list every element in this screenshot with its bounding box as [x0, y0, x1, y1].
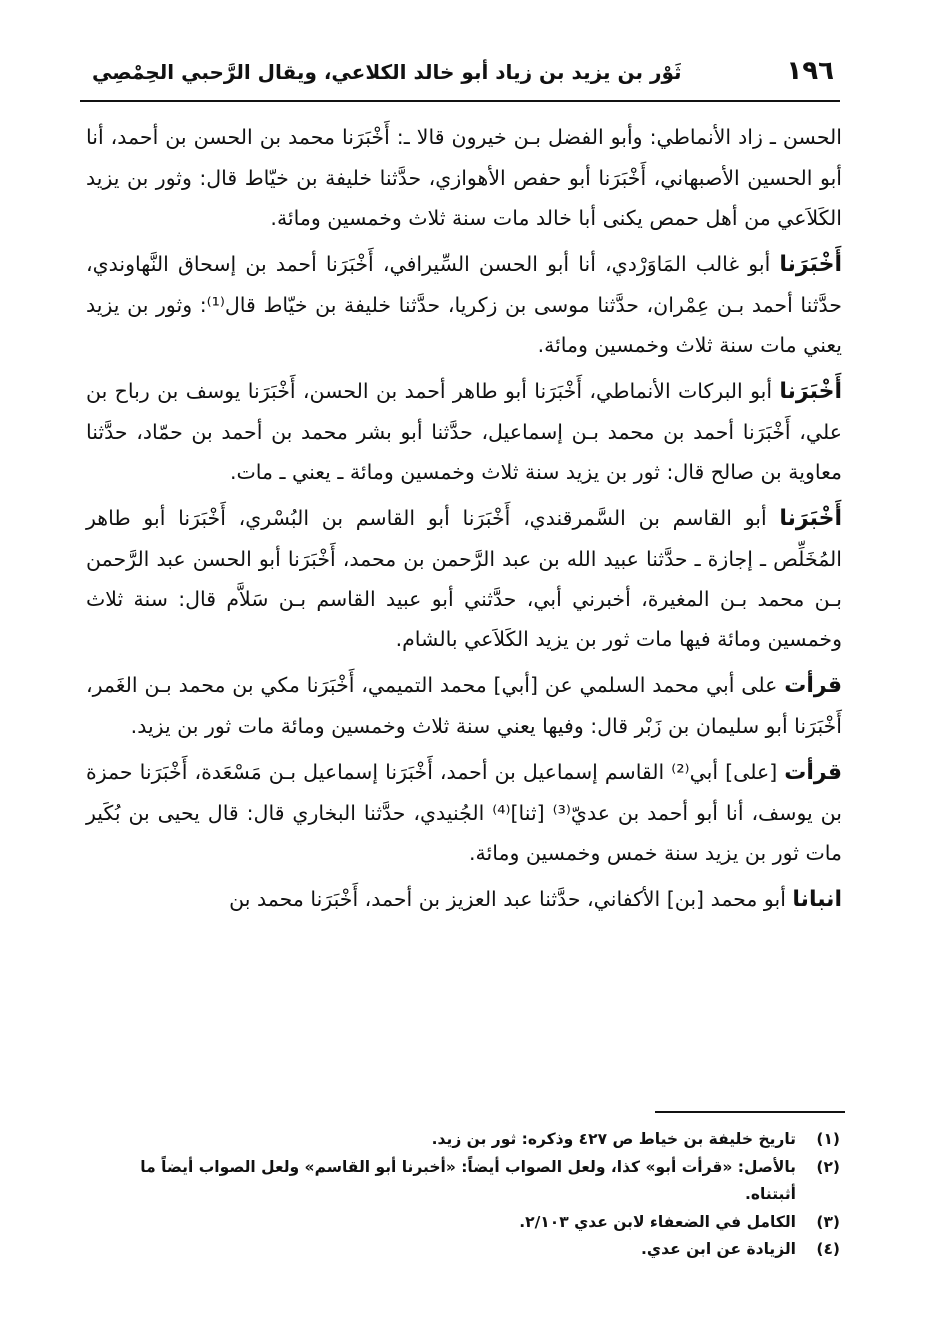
footnote-divider	[655, 1111, 845, 1113]
footnote	[120, 1126, 840, 1154]
footnote-number: (٤)	[816, 1240, 840, 1258]
footnote-number: (١)	[816, 1130, 840, 1148]
paragraph-lead: أَخْبَرَنا	[779, 252, 842, 277]
footnote-text: بالأصل: «قرأت أبو» كذا، ولعل الصواب أيضاً: «أخبرنا أبو القاسم» ولعل الصواب أيضاً ما أثبتناه.	[140, 1157, 796, 1203]
paragraph-lead: قرأت	[784, 673, 842, 698]
footnote-number: (٣)	[816, 1212, 840, 1231]
main-text	[86, 117, 842, 926]
footnote-text: الزيادة عن ابن عدي.	[641, 1240, 796, 1258]
paragraph-text: على أبي محمد السلمي عن [أبي] محمد التميمي، أَخْبَرَنا مكي بن محمد بـن الغَمر، أَخْبَرَنا أبو سليمان بن زَبْر قال: وفيها يعني سنة ثلاث وخمسين ومائة مات ثور بن يزيد.	[86, 673, 842, 738]
paragraph-lead: قرأت	[784, 760, 842, 785]
paragraph	[86, 665, 842, 746]
paragraph	[86, 117, 842, 238]
footnote-text: تاريخ خليفة بن خياط ص ٤٢٧ وذكره: ثور بن زيد.	[431, 1130, 796, 1148]
page-number: ١٩٦	[786, 56, 834, 86]
header-divider	[80, 100, 840, 102]
footnote	[120, 1154, 840, 1209]
paragraph	[86, 498, 842, 659]
paragraph-lead: انبانا	[792, 887, 842, 912]
paragraph-text: الحسن ـ زاد الأنماطي: وأبو الفضل بـن خيرون قالا ـ: أَخْبَرَنا محمد بن الحسن بن أحمد، أنا أبو الحسين الأصبهاني، أَخْبَرَنا أبو حفص الأهوازي، حدَّثنا خليفة بن خيّاط قال: وثور بن يزيد الكَلاَعي من أهل حمص يكنى أبا خالد مات سنة ثلاث وخمسين ومائة.	[86, 125, 842, 230]
footnote	[120, 1236, 840, 1264]
page-header	[82, 52, 842, 98]
paragraph	[86, 879, 842, 920]
paragraph-text: أبو البركات الأنماطي، أَخْبَرَنا أبو طاهر أحمد بن الحسن، أَخْبَرَنا يوسف بن رباح بن علي، أَخْبَرَنا أحمد بن محمد بـن إسماعيل، حدَّثنا أبو بشر محمد بن أحمد بن حمّاد، حدَّثنا معاوية بن صالح قال: ثور بن يزيد سنة ثلاث وخمسين ومائة ـ يعني ـ مات.	[86, 379, 842, 484]
footnotes	[120, 1126, 840, 1264]
running-title: ثَوْر بن يزيد بن زياد أبو خالد الكلاعي، ويقال الرَّحبي الحِمْصِي	[92, 60, 682, 84]
footnote	[120, 1209, 840, 1237]
paragraph	[86, 752, 842, 873]
paragraph-text: أبو القاسم بن السَّمرقندي، أَخْبَرَنا أبو القاسم بن البُسْري، أَخْبَرَنا أبو طاهر المُخَلِّص ـ إجازة ـ حدَّثنا عبيد الله بن عبد الرَّحمن بن محمد، أَخْبَرَنا أبو الحسن عبد الرَّحمن بـن محمد بـن المغيرة، أخبرني أبي، حدَّثني أبو عبيد القاسم بـن سَلاَّم قال: سنة ثلاث وخمسين ومائة فيها مات ثور بن يزيد الكَلاَعي بالشام.	[86, 506, 842, 651]
paragraph-text: [على] أبي⁽²⁾ القاسم إسماعيل بن أحمد، أَخْبَرَنا إسماعيل بـن مَسْعَدة، أَخْبَرَنا حمزة بن يوسف، أنا أبو أحمد بن عديّ⁽³⁾ [ثنا]⁽⁴⁾ الجُنيدي، حدَّثنا البخاري قال: قال يحيى بن بُكَير مات ثور بن يزيد سنة خمس وخمسين ومائة.	[86, 760, 842, 865]
paragraph-text: أبو محمد [بن] الأكفاني، حدَّثنا عبد العزيز بن أحمد، أَخْبَرَنا محمد بن	[229, 887, 793, 911]
paragraph-text: أبو غالب المَاوَرْدي، أنا أبو الحسن السِّيرافي، أَخْبَرَنا أحمد بن إسحاق النَّهاوندي، حدَّثنا أحمد بـن عِمْران، حدَّثنا موسى بن زكريا، حدَّثنا خليفة بن خيّاط قال⁽¹⁾: وثور بن يزيد يعني مات سنة ثلاث وخمسين ومائة.	[86, 252, 842, 357]
paragraph	[86, 244, 842, 365]
paragraph-lead: أَخْبَرَنا	[779, 379, 842, 404]
paragraph	[86, 371, 842, 492]
paragraph-lead: أَخْبَرَنا	[779, 506, 842, 531]
footnote-text: الكامل في الضعفاء لابن عدي ٢/١٠٣.	[519, 1212, 796, 1231]
footnote-number: (٢)	[816, 1157, 840, 1176]
